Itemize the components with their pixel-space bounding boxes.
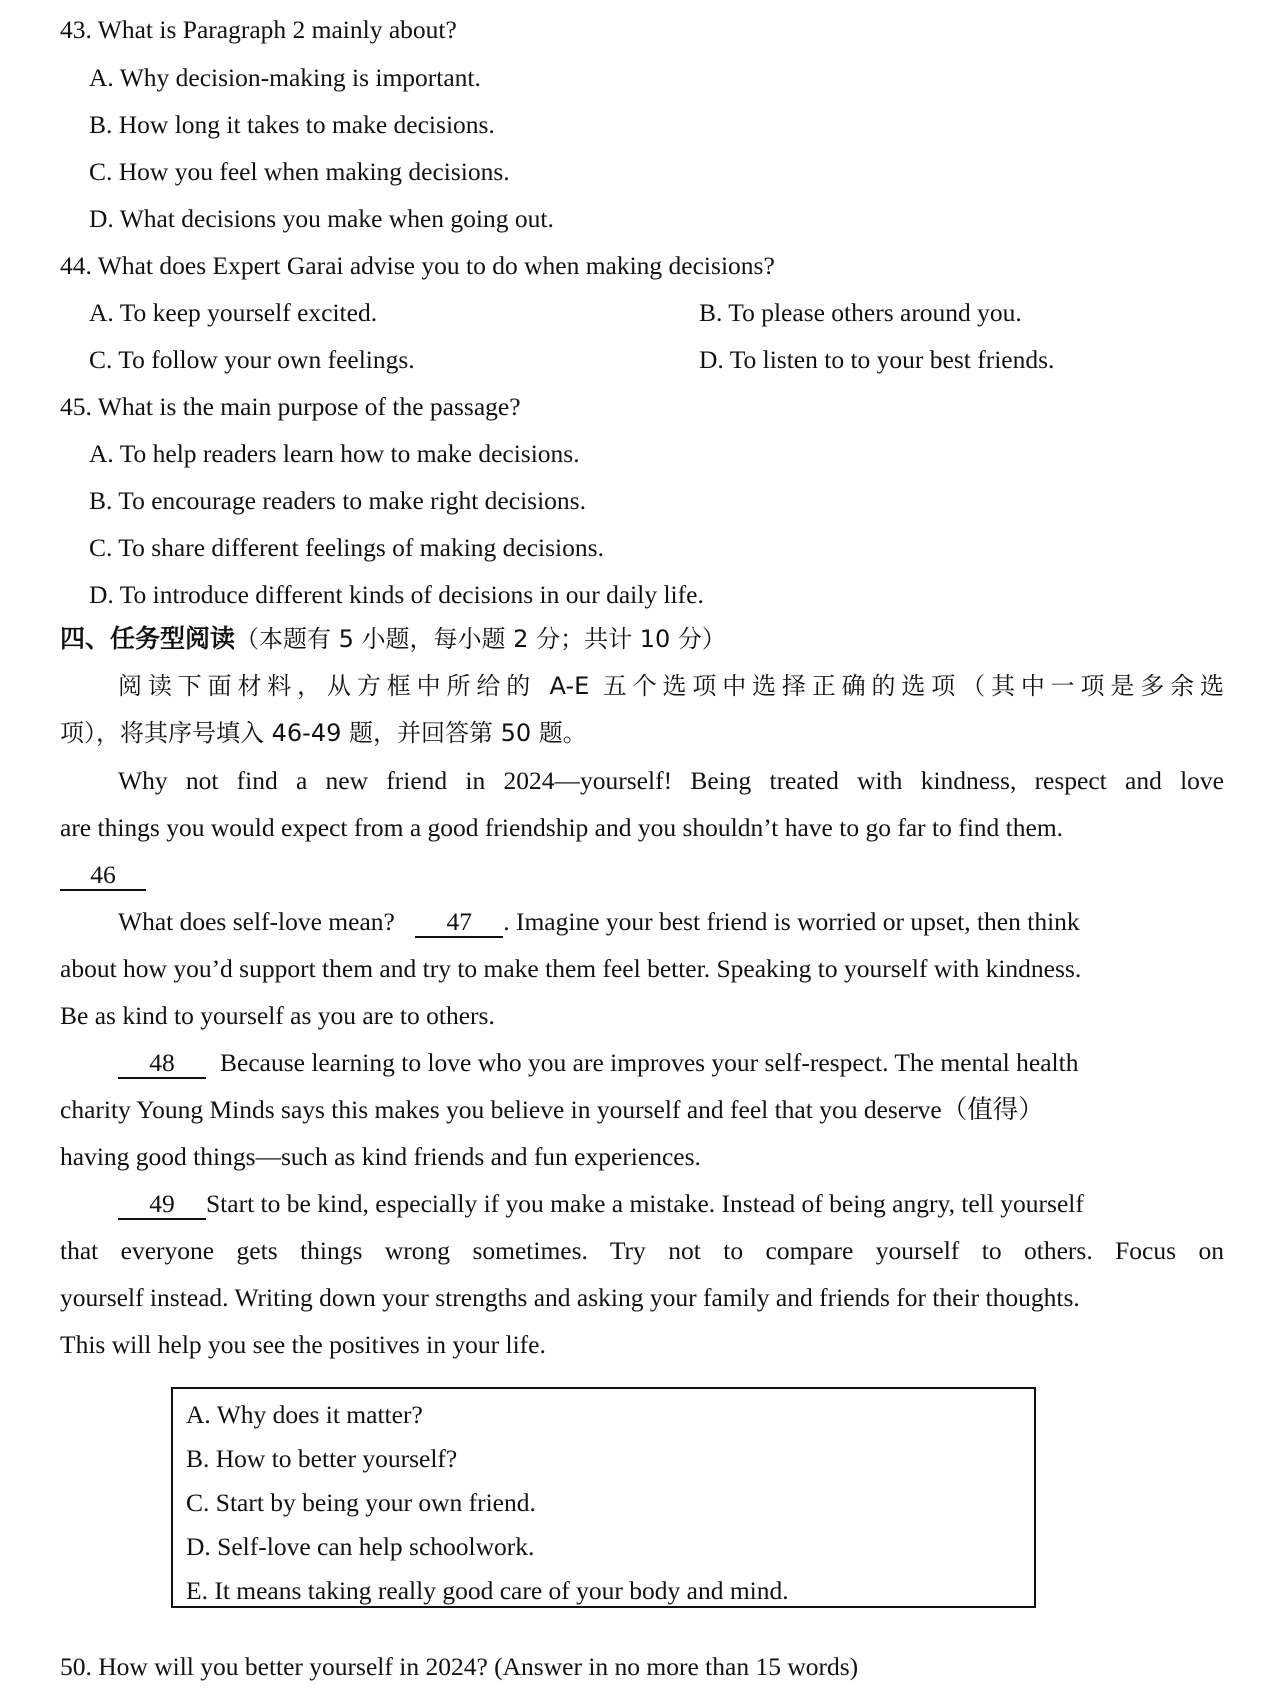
section4-score-note: （本题有 5 小题，每小题 2 分；共计 10 分） [235,625,726,653]
choice-a: A. Why does it matter? [186,1400,423,1429]
blank-46-line [60,862,146,891]
passage-p2-line2: about how you’d support them and try to make them feel better. Speaking to yourself with kindness. [60,954,1082,983]
section4-instruction-line2: 项），将其序号填入 46-49 题，并回答第 50 题。 [60,719,587,747]
passage-p2-line3: Be as kind to yourself as you are to others. [60,1001,495,1030]
passage-p3-line2: charity Young Minds says this makes you believe in yourself and feel that you deserve（值得） [60,1095,1044,1124]
choice-d: D. Self-love can help schoolwork. [186,1532,535,1561]
choices-box [171,1387,1036,1608]
q45-option-c: C. To share different feelings of making decisions. [89,533,604,562]
passage-p4-line3: yourself instead. Writing down your strengths and asking your family and friends for their thoughts. [60,1283,1080,1312]
section4-title: 四、任务型阅读 [60,624,236,653]
q43-question: 43. What is Paragraph 2 mainly about? [60,15,457,44]
passage-p4-line1-rest: Start to be kind, especially if you make a mistake. Instead of being angry, tell yourself [206,1189,1084,1218]
choice-c: C. Start by being your own friend. [186,1488,536,1517]
q45-option-b: B. To encourage readers to make right decisions. [89,486,586,515]
passage-p4-line4: This will help you see the positives in your life. [60,1330,546,1359]
passage-p3-line1 [118,1050,1078,1079]
q44-option-a: A. To keep yourself excited. [89,298,378,327]
passage-p2-line1 [118,909,1080,938]
passage-p1-line2: are things you would expect from a good friendship and you shouldn’t have to go far to find them. [60,813,1064,842]
choice-e: E. It means taking really good care of your body and mind. [186,1576,789,1605]
q45-option-a: A. To help readers learn how to make decisions. [89,439,580,468]
choice-b: B. How to better yourself? [186,1444,458,1473]
blank-49[interactable]: 49 [118,1191,206,1220]
section4-instruction-line1: 阅读下面材料，从方框中所给的 A-E 五个选项中选择正确的选项（其中一项是多余选 [118,672,1224,700]
q50-question: 50. How will you better yourself in 2024? (Answer in no more than 15 words) [60,1652,859,1681]
passage-p3-line1-rest: Because learning to love who you are improves your self-respect. The mental health [220,1048,1079,1077]
q43-option-b: B. How long it takes to make decisions. [89,110,495,139]
q44-question: 44. What does Expert Garai advise you to do when making decisions? [60,251,775,280]
blank-48[interactable]: 48 [118,1050,206,1079]
blank-46[interactable]: 46 [60,862,146,891]
passage-p4-line2: that everyone gets things wrong sometimes. Try not to compare yourself to others. Focus on [60,1236,1224,1265]
q43-option-d: D. What decisions you make when going out. [89,204,554,233]
q44-option-b: B. To please others around you. [699,298,1022,327]
blank-47[interactable]: 47 [415,909,503,938]
passage-p2-start: What does self-love mean? [118,907,395,936]
passage-p2-line1-rest: . Imagine your best friend is worried or upset, then think [503,907,1080,936]
q45-question: 45. What is the main purpose of the passage? [60,392,521,421]
q44-option-d: D. To listen to to your best friends. [699,345,1055,374]
q43-option-a: A. Why decision-making is important. [89,63,481,92]
passage-p4-line1 [118,1191,1084,1220]
passage-p3-line3: having good things—such as kind friends and fun experiences. [60,1142,701,1171]
passage-p1-line1: Why not find a new friend in 2024—yourself! Being treated with kindness, respect and love [118,766,1224,795]
q44-option-c: C. To follow your own feelings. [89,345,415,374]
q43-option-c: C. How you feel when making decisions. [89,157,510,186]
q45-option-d: D. To introduce different kinds of decisions in our daily life. [89,580,704,609]
section4-heading [60,626,726,652]
